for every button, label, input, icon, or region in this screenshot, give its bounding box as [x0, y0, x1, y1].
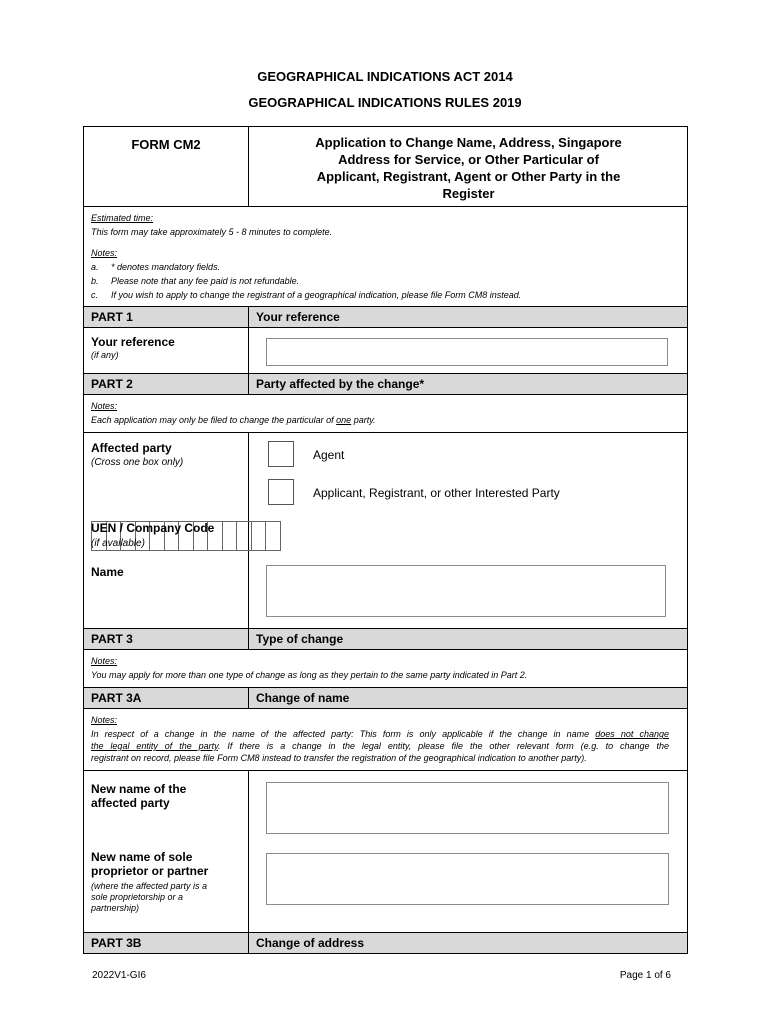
column-divider [248, 629, 249, 649]
divider [83, 327, 688, 328]
part2-note [91, 414, 376, 427]
part3b-title: Change of address [256, 936, 365, 950]
hint-line: sole proprietorship or a [91, 892, 184, 902]
note-emphasis: does not change [595, 729, 670, 739]
your-reference-label: Your reference [91, 335, 175, 349]
estimated-time-label: Estimated time: [91, 213, 154, 223]
column-divider [248, 933, 249, 953]
divider [83, 770, 688, 771]
uen-hint: (if available) [91, 538, 145, 549]
hint-line: (where the affected party is a [91, 881, 208, 891]
agent-option-label: Agent [313, 448, 345, 462]
part1-header [84, 307, 687, 327]
part1-label: PART 1 [91, 310, 133, 324]
part3a-note [91, 728, 669, 764]
part2-label: PART 2 [91, 377, 133, 391]
note-a: * denotes mandatory fields. [111, 262, 221, 272]
form-code: FORM CM2 [131, 137, 201, 152]
applicant-checkbox[interactable] [268, 479, 294, 505]
divider [83, 432, 688, 433]
your-reference-input[interactable] [266, 338, 668, 366]
note-text: party. [351, 415, 376, 425]
part3b-label: PART 3B [91, 936, 142, 950]
note-text: . If there is a change in the legal entity, please file the other relevant form (e.g. to change the [218, 741, 669, 751]
column-divider [248, 688, 249, 708]
label-line: proprietor or partner [91, 864, 209, 878]
note-a-marker: a. [91, 262, 99, 272]
divider [83, 394, 688, 395]
part3a-note-line [91, 740, 669, 752]
name-label: Name [91, 565, 124, 579]
column-divider [248, 307, 249, 373]
note-emphasis: one [336, 415, 352, 425]
part3b-header [84, 933, 687, 953]
applicant-option-label: Applicant, Registrant, or other Interested Party [313, 486, 560, 500]
part3a-header [84, 688, 687, 708]
note-emphasis: the legal entity of the party [91, 741, 218, 751]
part3-header [84, 629, 687, 649]
hint-line: partnership) [91, 903, 140, 913]
notes-label: Notes: [91, 248, 118, 258]
affected-party-label: Affected party [91, 441, 172, 455]
part3a-notes-label: Notes: [91, 715, 118, 725]
note-c-marker: c. [91, 290, 99, 300]
form-title-line: Register [442, 186, 495, 201]
new-name-input[interactable] [266, 782, 669, 834]
uen-cell[interactable] [237, 522, 252, 550]
note-c: If you wish to apply to change the registrant of a geographical indication, please file Form CM8 instead. [111, 290, 522, 300]
affected-party-hint [91, 457, 183, 468]
form-title [249, 134, 688, 202]
divider [83, 708, 688, 709]
your-reference-hint: (if any) [91, 350, 119, 360]
part3-note: You may apply for more than one type of change as long as they pertain to the same party indicated in Part 2. [91, 670, 528, 680]
divider [83, 206, 688, 207]
note-text: In respect of a change in the name of the affected party: This form is only applicable if the change in name [91, 729, 596, 739]
note-text: registrant on record, please file Form CM8 instead to transfer the registration of the geographical indication to another party). [91, 753, 587, 763]
column-divider [248, 770, 249, 954]
part3a-note-line [91, 752, 669, 764]
new-name-label [91, 782, 186, 810]
part2-title: Party affected by the change* [256, 377, 425, 391]
note-b-marker: b. [91, 276, 99, 286]
label-line: New name of sole [91, 850, 193, 864]
act-title: GEOGRAPHICAL INDICATIONS ACT 2014 [257, 69, 513, 84]
note-b: Please note that any fee paid is not refundable. [111, 276, 300, 286]
divider [83, 649, 688, 650]
part3-label: PART 3 [91, 632, 133, 646]
hint-text: (Cross one box only) [91, 457, 184, 468]
label-line: New name of the [91, 782, 187, 796]
sole-proprietor-hint [91, 881, 207, 914]
agent-checkbox[interactable] [268, 441, 294, 467]
part3-notes-label: Notes: [91, 656, 118, 666]
part3a-label: PART 3A [91, 691, 142, 705]
label-line: affected party [91, 796, 170, 810]
note-text: Each application may only be filed to change the particular of [91, 415, 337, 425]
uen-label: UEN / Company Code [91, 521, 215, 535]
uen-cell[interactable] [252, 522, 267, 550]
uen-cell[interactable] [223, 522, 238, 550]
uen-cell[interactable] [266, 522, 280, 550]
sole-proprietor-input[interactable] [266, 853, 669, 905]
form-title-line: Applicant, Registrant, Agent or Other Party in the [316, 169, 621, 184]
part1-title: Your reference [256, 310, 340, 324]
sole-proprietor-label [91, 850, 208, 878]
form-title-line: Application to Change Name, Address, Singapore [315, 135, 622, 150]
form-title-line: Address for Service, or Other Particular of [338, 152, 599, 167]
part2-notes-label: Notes: [91, 401, 118, 411]
name-input[interactable] [266, 565, 666, 617]
part3a-title: Change of name [256, 691, 350, 705]
part3-title: Type of change [256, 632, 344, 646]
footer-version: 2022V1-GI6 [92, 970, 146, 981]
estimated-time-text: This form may take approximately 5 - 8 minutes to complete. [91, 227, 333, 237]
column-divider [248, 374, 249, 394]
rules-title: GEOGRAPHICAL INDICATIONS RULES 2019 [248, 95, 522, 110]
part3a-note-line [91, 728, 669, 740]
footer-page: Page 1 of 6 [619, 970, 671, 981]
